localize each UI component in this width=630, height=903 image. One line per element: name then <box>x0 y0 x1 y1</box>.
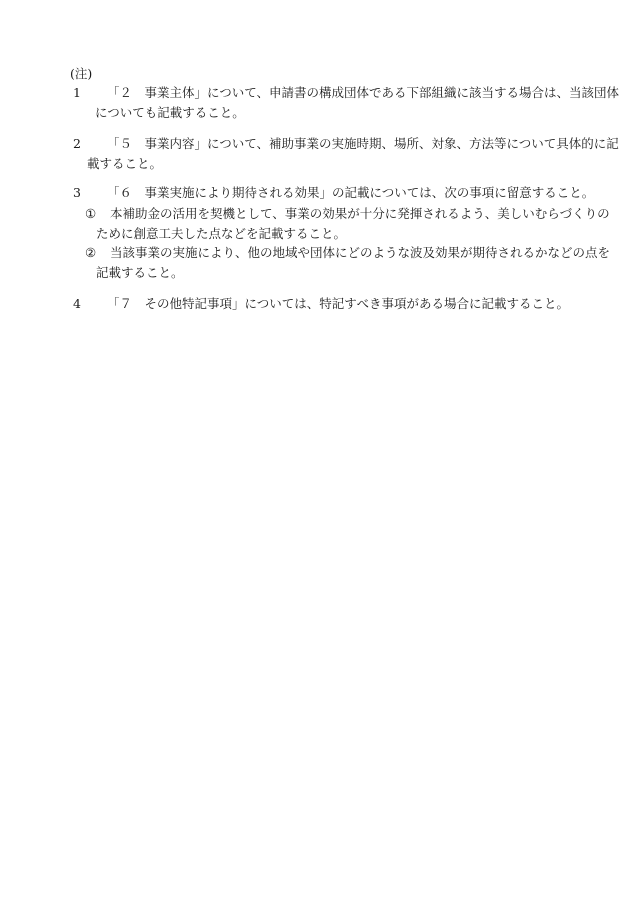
note-item-2 <box>73 134 619 174</box>
note-text-line: についても記載すること。 <box>95 105 245 120</box>
note-text-line: 「６ 事業実施により期待される効果」の記載については、次の事項に留意すること。 <box>107 185 595 200</box>
note-number: 1 <box>73 85 81 100</box>
note-number: 4 <box>73 296 81 311</box>
notes-heading: (注) <box>70 66 93 81</box>
note-number: 3 <box>73 185 81 200</box>
note-subitem-1 <box>85 204 610 244</box>
subitem-marker: ① <box>85 206 97 221</box>
subitem-text-line: ために創意工夫した点などを記載すること。 <box>96 226 347 241</box>
note-text-line: 「２ 事業主体」について、申請書の構成団体である下部組織に該当する場合は、当該団体 <box>107 85 620 100</box>
note-text-line: 「７ その他特記事項」については、特記すべき事項がある場合に記載すること。 <box>107 296 570 311</box>
subitem-text-line: 本補助金の活用を契機として、事業の効果が十分に発揮されるよう、美しいむらづくりの <box>110 206 610 221</box>
note-text-line: 載すること。 <box>87 156 163 171</box>
note-item-1 <box>73 83 620 123</box>
note-item-3 <box>73 183 608 203</box>
note-subitem-2 <box>85 243 611 283</box>
subitem-text-line: 当該事業の実施により、他の地域や団体にどのような波及効果が期待されるかなどの点を <box>110 245 611 260</box>
subitem-text-line: 記載すること。 <box>96 265 184 280</box>
note-number: 2 <box>73 136 81 151</box>
subitem-marker: ② <box>85 245 97 260</box>
note-item-4 <box>73 294 608 314</box>
note-text-line: 「５ 事業内容」について、補助事業の実施時期、場所、対象、方法等について具体的に記 <box>107 136 619 151</box>
